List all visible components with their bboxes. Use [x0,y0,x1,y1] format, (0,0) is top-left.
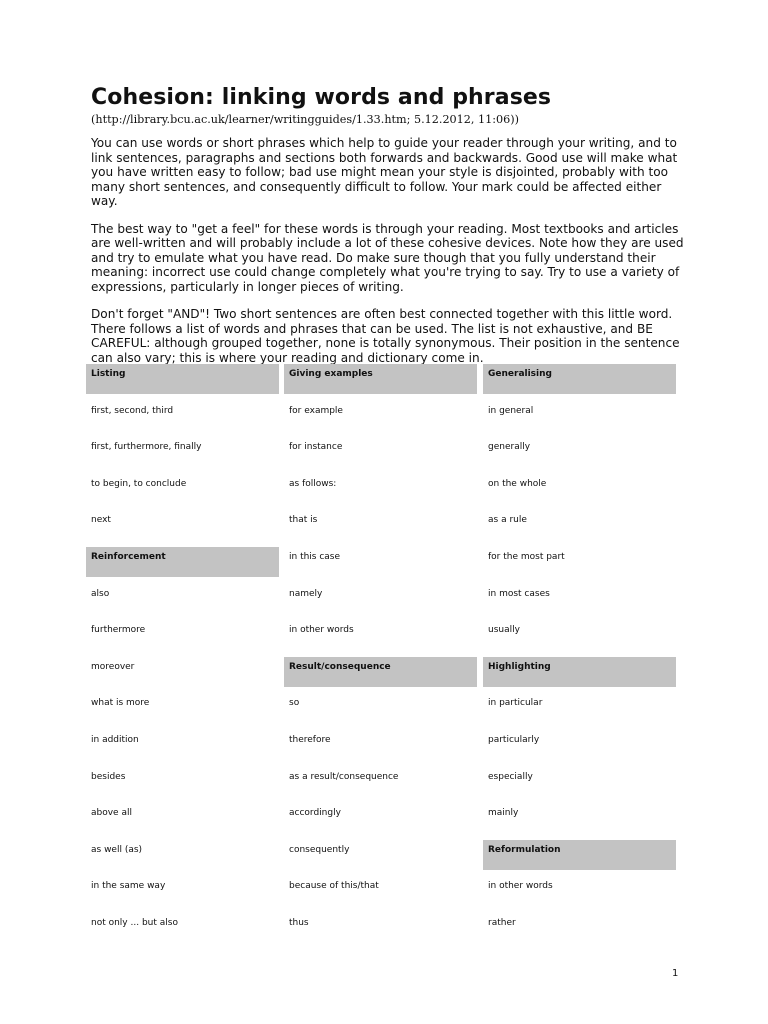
category-header: Giving examples [284,364,477,394]
table-column [284,364,477,950]
table-cell: first, furthermore, finally [91,442,202,453]
table-cell: as a rule [488,515,527,526]
table-cell: furthermore [91,625,146,636]
table-column [86,364,279,950]
table-cell: in addition [91,734,139,745]
table-cell: for the most part [488,551,565,562]
table-cell: not only ... but also [91,917,178,928]
table-cell: that is [289,515,318,526]
table-cell: thus [289,917,309,928]
table-cell: in the same way [91,881,166,892]
and-paragraph: Don't forget "AND"! Two short sentences are often best connected together with this little word. There follows a list of words and phrases that can be used. The list is not exhaustive, and BE CAREFUL: although grouped together, none is totally synonymous. Their position in the sentence can also vary; this is where your reading and dictionary come in. [91,307,680,365]
table-cell: to begin, to conclude [91,478,187,489]
category-header: Reinforcement [86,547,279,577]
table-cell: as a result/consequence [289,771,399,782]
table-cell: mainly [488,808,519,819]
intro-paragraph: You can use words or short phrases which help to guide your reader through your writing, and to link sentences, paragraphs and sections both forwards and backwards. Good use will make what you have written easy to follow; bad use might mean your style is disjointed, probably with too many short sentences, and consequently difficult to follow. Your mark could be affected either way. [91,136,678,208]
table-cell: first, second, third [91,405,174,416]
table-cell: in other words [289,625,354,636]
table-cell: as follows: [289,478,337,489]
table-cell: namely [289,588,323,599]
page-number: 1 [672,968,679,979]
table-cell: especially [488,771,533,782]
table-cell: in particular [488,698,543,709]
table-cell: so [289,698,300,709]
table-cell: also [91,588,110,599]
category-header: Generalising [483,364,676,394]
table-cell: what is more [91,698,150,709]
document-page [91,84,691,365]
table-cell: next [91,515,111,526]
table-cell: for instance [289,442,343,453]
table-cell: moreover [91,661,135,672]
category-header: Listing [86,364,279,394]
source-citation: (http://library.bcu.ac.uk/learner/writingguides/1.33.htm; 5.12.2012, 11:06)) [91,113,519,126]
table-cell: in general [488,405,534,416]
table-cell: usually [488,625,520,636]
reading-paragraph: The best way to "get a feel" for these words is through your reading. Most textbooks and articles are well-written and will probably include a lot of these cohesive devices. Note how they are used and try to emulate what you have read. Do make sure though that you fully understand their meaning: incorrect use could change completely what you're trying to say. Try to use a variety of expressions, particularly in longer pieces of writing. [91,221,684,294]
table-cell: consequently [289,844,350,855]
table-column [483,364,676,950]
table-cell: besides [91,771,126,782]
table-cell: generally [488,442,531,453]
table-cell: in other words [488,881,553,892]
page-title: Cohesion: linking words and phrases [91,85,552,110]
table-cell: for example [289,405,343,416]
category-header: Reformulation [483,840,676,870]
category-header: Result/consequence [284,657,477,687]
table-cell: as well (as) [91,844,143,855]
table-cell: above all [91,808,132,819]
table-cell: because of this/that [289,881,379,892]
table-cell: therefore [289,734,331,745]
table-cell: accordingly [289,808,341,819]
category-header: Highlighting [483,657,676,687]
table-cell: in most cases [488,588,550,599]
table-cell: rather [488,917,516,928]
table-cell: particularly [488,734,540,745]
table-cell: in this case [289,551,341,562]
table-cell: on the whole [488,478,547,489]
